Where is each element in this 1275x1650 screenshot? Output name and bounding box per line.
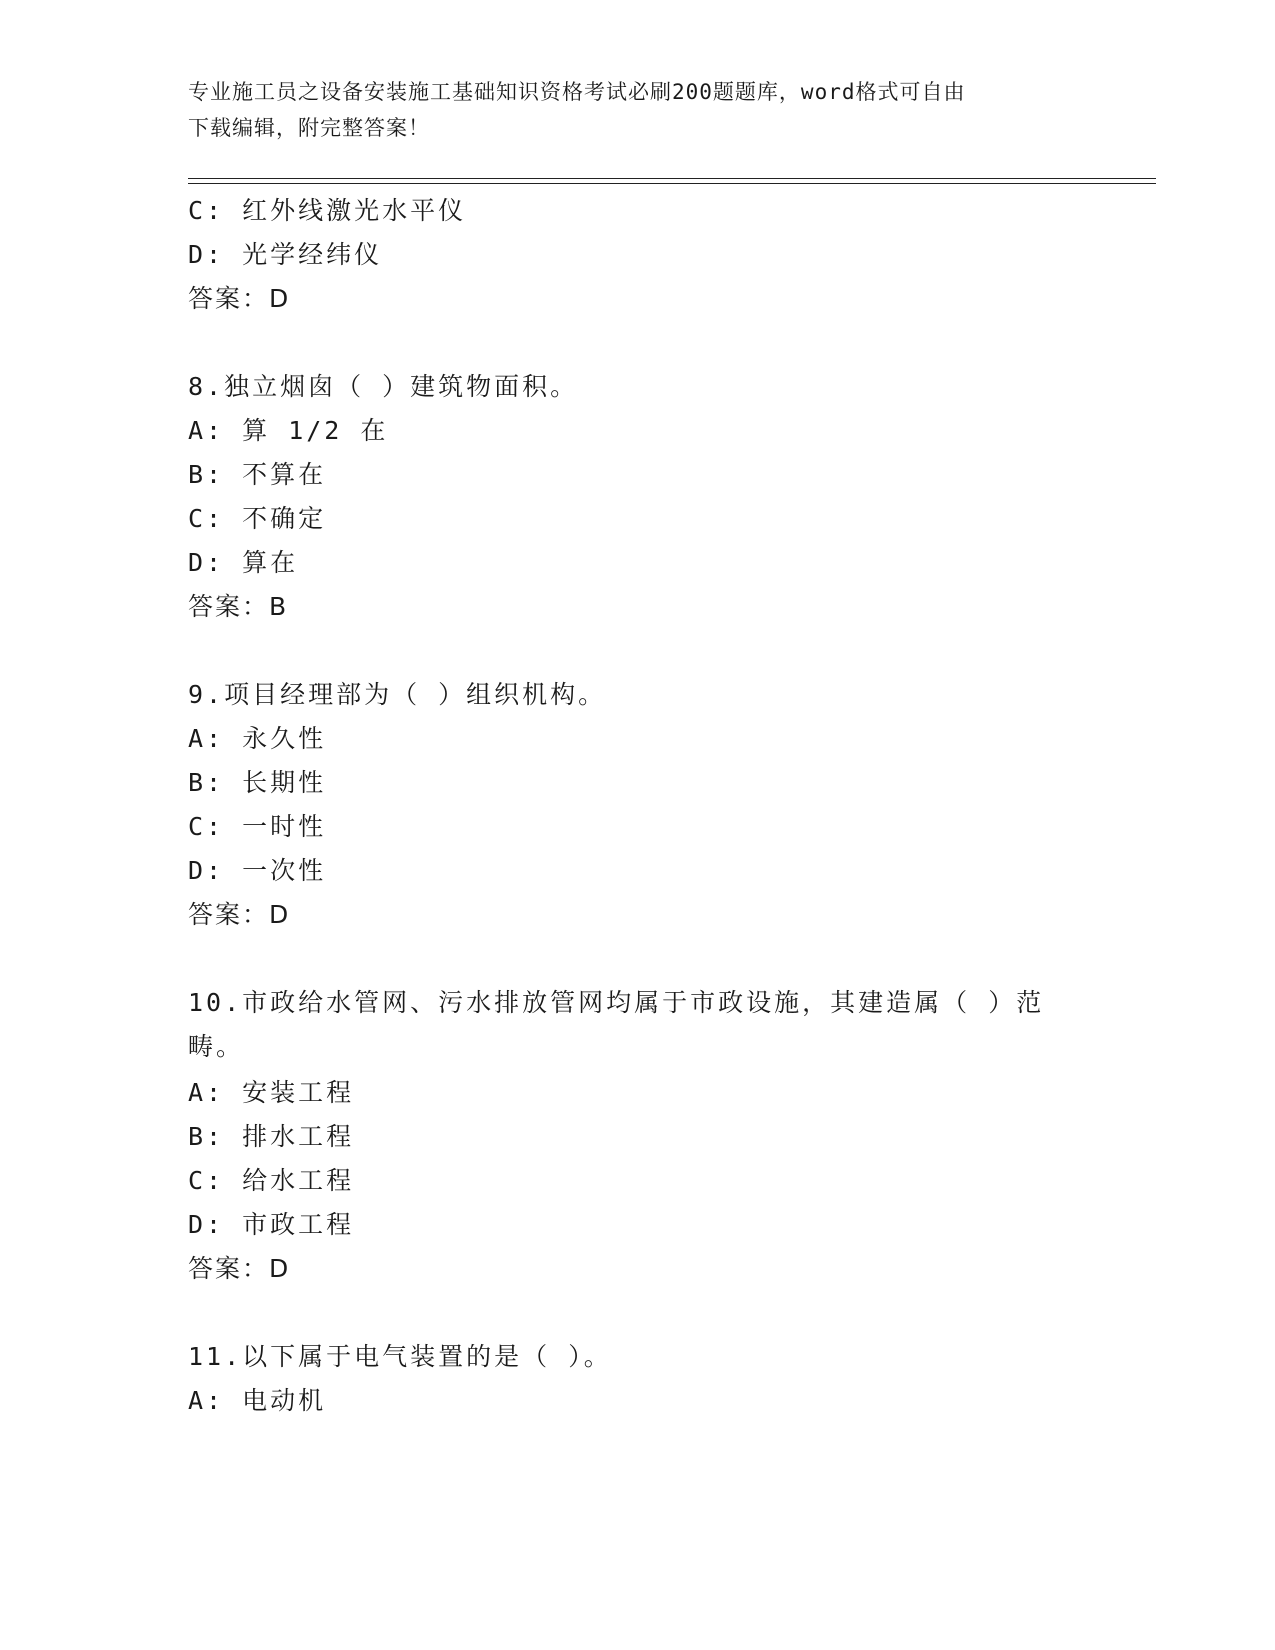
header-line-2: 下载编辑，附完整答案！	[188, 116, 430, 140]
q11-option-a: A: 电动机	[188, 1386, 327, 1415]
header-divider-top	[188, 178, 1156, 179]
header-line-1: 专业施工员之设备安装施工基础知识资格考试必刷200题题库，word格式可自由	[188, 80, 966, 104]
q9-question: 9.项目经理部为（ ）组织机构。	[188, 680, 607, 709]
q8-answer: 答案：B	[188, 592, 289, 621]
q8-option-b: B: 不算在	[188, 460, 327, 489]
document-header	[188, 74, 1088, 146]
q10-option-c: C: 给水工程	[188, 1166, 355, 1195]
header-divider-bottom	[188, 183, 1156, 184]
q9-answer: 答案：D	[188, 900, 291, 929]
q10-question-line-1: 10.市政给水管网、污水排放管网均属于市政设施，其建造属（ ）范	[188, 988, 1045, 1017]
q9-option-d: D: 一次性	[188, 856, 327, 885]
q9-option-a: A: 永久性	[188, 724, 327, 753]
q10-option-a: A: 安装工程	[188, 1078, 355, 1107]
q8-option-c: C: 不确定	[188, 504, 327, 533]
q8-question: 8.独立烟囱（ ）建筑物面积。	[188, 372, 579, 401]
q8-option-d: D: 算在	[188, 548, 299, 577]
q7-option-d: D: 光学经纬仪	[188, 240, 383, 269]
q9-option-b: B: 长期性	[188, 768, 327, 797]
q11-question: 11.以下属于电气装置的是（ ）。	[188, 1342, 612, 1371]
q10-answer: 答案：D	[188, 1254, 291, 1283]
q9-option-c: C: 一时性	[188, 812, 327, 841]
q10-option-d: D: 市政工程	[188, 1210, 355, 1239]
q10-option-b: B: 排水工程	[188, 1122, 355, 1151]
q10-question-line-2: 畴。	[188, 1032, 245, 1061]
q7-answer: 答案：D	[188, 284, 291, 313]
q8-option-a: A: 算 1/2 在	[188, 416, 389, 445]
q7-option-c: C: 红外线激光水平仪	[188, 196, 467, 225]
